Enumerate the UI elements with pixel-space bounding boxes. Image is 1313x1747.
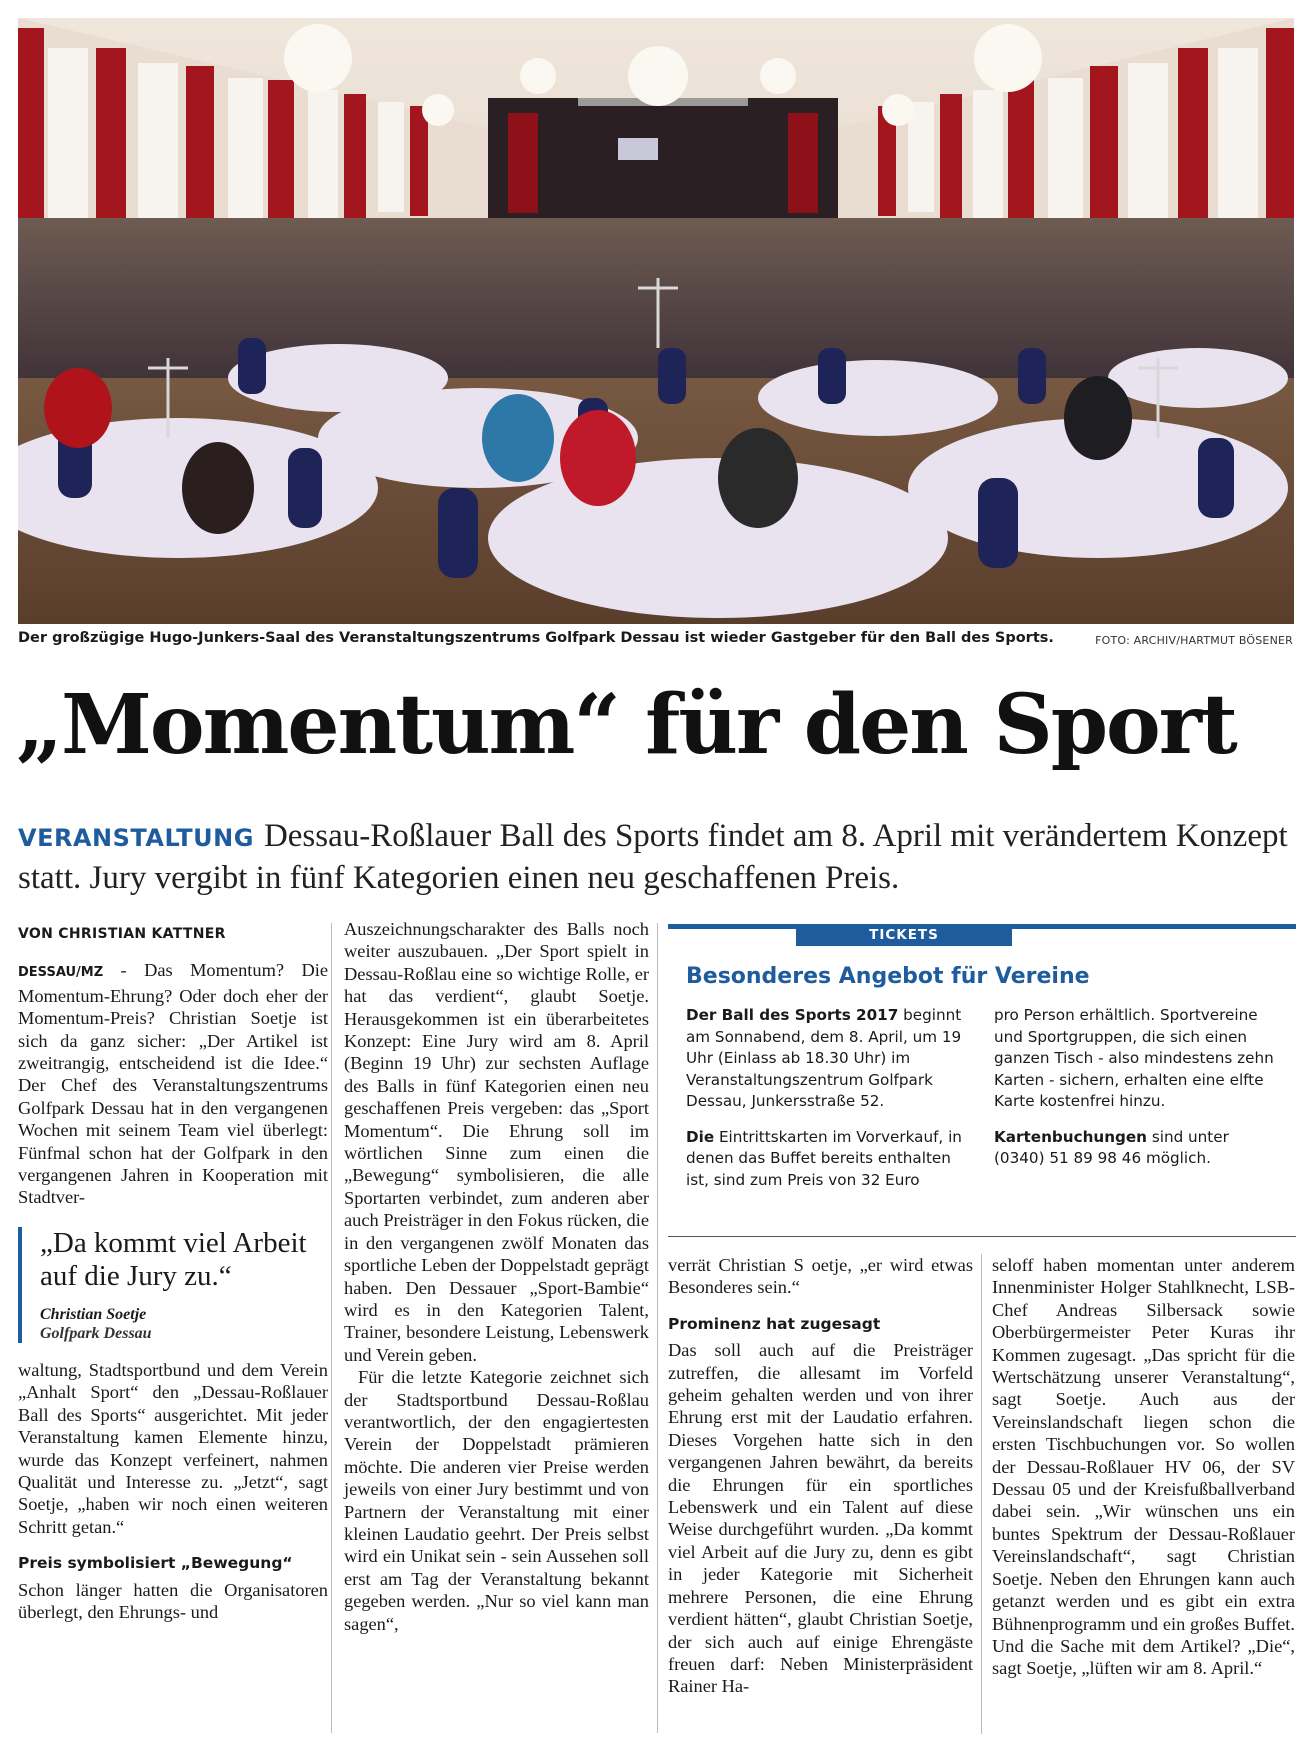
article-column-1	[18, 923, 328, 1623]
paragraph: Schon länger hatten die Organisatoren überlegt, den Ehrungs- und	[18, 1579, 328, 1622]
column-divider	[331, 923, 332, 1733]
paragraph: seloff haben momentan unter anderem Innenminister Holger Stahlknecht, LSB-Chef Andreas Silbersack sowie Oberbürgermeister Peter Kuras ihr Kommen zugesagt. „Das spricht für die Wertschätzung unserer Veranstaltung“, sagt Soetje. Auch aus der Vereinslandschaft liegen schon die ersten Tischbuchungen vor. So wollen der Dessau-Roßlauer HV 06, der SV Dessau 05 und der Kreisfußballverband dabei sein. „Wir wünschen uns ein buntes Spektrum der Dessau-Roßlauer Vereinslandschaft“, sagt Christian Soetje. Neben den Ehrungen kann auch getanzt werden und es gibt ein extra Bühnenprogramm und ein großes Buffet. Und die Sache mit dem Artikel? „Die“, sagt Soetje, „lüften wir am 8. April.“	[992, 1255, 1295, 1679]
pull-quote-author: Christian Soetje	[40, 1305, 147, 1323]
paragraph: Auszeichnungscharakter des Balls noch weiter auszubauen. „Der Sport spielt in Dessau-Roßlau eine so wichtige Rolle, er hat das verdient“, glaubt Soetje. Herausgekommen ist ein überarbeitetes Konzept: Eine Jury wird am 8. April (Beginn 19 Uhr) zur sechsten Auflage des Balls in fünf Kategorien einen neu geschaffenen Preis vergeben: das „Sport Momentum“. Die Ehrung soll im wörtlichen Sinne zum einen die „Bewegung“ symbolisieren, die alle Sportarten verbindet, zum anderen aber auch Preisträger in den Fokus rücken, die in den vergangenen zwölf Monaten das sportliche Leben der Doppelstadt geprägt haben. Den Dessauer „Sport-Bambie“ wird es in den Kategorien Talent, Trainer, besondere Leistung, Lebenswerk und Verein geben.	[344, 919, 649, 1365]
subheadline	[18, 816, 1298, 898]
banquet-hall-photo	[18, 18, 1294, 624]
column-divider	[981, 1254, 982, 1734]
pull-quote-text: „Da kommt viel Arbeit auf die Jury zu.“	[40, 1226, 307, 1292]
author-byline: VON CHRISTIAN KATTNER	[18, 926, 226, 942]
subheading: Prominenz hat zugesagt	[668, 1314, 881, 1333]
pull-quote	[18, 1227, 328, 1343]
photo-caption: Der großzügige Hugo-Junkers-Saal des Veranstaltungszentrums Golfpark Dessau ist wieder Gastgeber für den Ball des Sports.	[18, 630, 1054, 646]
pull-quote-role: Golfpark Dessau	[40, 1324, 152, 1342]
tickets-paragraph: Der Ball des Sports 2017 beginnt am Sonnabend, dem 8. April, um 19 Uhr (Einlass ab 18.30 Uhr) im Veranstaltungszentrum Golfpark Dessau, Junkersstraße 52.	[686, 1006, 962, 1110]
tickets-column-1	[686, 1005, 976, 1191]
paragraph: Das soll auch auf die Preisträger zutreffen, die allesamt im Vorfeld geheim gehalten werden und von ihrer Ehrung erst mit der Laudatio erfahren. Dieses Vorgehen hatte sich in den vergangenen Jahren bewährt, da bereits die Ehrungen für ein sportliches Lebenswerk und ein Talent auf diese Weise durchgeführt wurden. „Da kommt viel Arbeit auf die Jury zu, denn es gibt in jeder Kategorie mit Sicherheit mehrere Personen, die eine Ehrung verdient hätten“, glaubt Christian Soetje, der sich auch auf einige Ehrengäste freuen darf: Neben Ministerpräsident Rainer Ha-	[668, 1340, 973, 1697]
dateline: DESSAU/MZ	[18, 965, 104, 981]
article-column-3	[668, 1254, 973, 1698]
photo-credit: FOTO: ARCHIV/HARTMUT BÖSENER	[1095, 634, 1293, 647]
tickets-paragraph: Kartenbuchungen sind unter (0340) 51 89 98 46 möglich.	[994, 1127, 1229, 1167]
subheading: Preis symbolisiert „Bewegung“	[18, 1554, 293, 1573]
tickets-bottom-rule	[668, 1236, 1296, 1237]
tickets-column-2	[994, 1005, 1284, 1170]
article-column-4	[992, 1254, 1295, 1680]
tickets-paragraph: Die Eintrittskarten im Vorverkauf, in denen das Buffet bereits enthalten ist, sind zum Preis von 32 Euro	[686, 1127, 962, 1189]
paragraph: waltung, Stadtsportbund und dem Verein „Anhalt Sport“ den „Dessau-Roßlauer Ball des Sports“ ausgerichtet. Mit jeder Veranstaltung kamen Elemente hinzu, wurde das Konzept verfeinert, nahmen Qualität und Interesse zu. „Jetzt“, sagt Soetje, „haben wir noch einen weiteren Schritt getan.“	[18, 1359, 328, 1537]
headline: „Momentum“ für den Sport	[16, 677, 1236, 773]
paragraph: verrät Christian S oetje, „er wird etwas Besonderes sein.“	[668, 1255, 973, 1298]
kicker: VERANSTALTUNG	[18, 824, 254, 852]
column-divider	[657, 923, 658, 1733]
paragraph: Für die letzte Kategorie zeichnet sich der Stadtsportbund Dessau-Roßlau verantwortlich, der den engagiertesten Verein der Doppelstadt prämieren möchte. Die anderen vier Preise werden jeweils von einer Jury bestimmt und von Partnern der Veranstaltung mit einer kleinen Laudatio geehrt. Der Preis selbst wird ein Unikat sein - sein Aussehen soll erst am Tag der Veranstaltung bekannt gegeben werden. „Nur so viel kann man sagen“,	[344, 1367, 649, 1634]
article-column-2	[344, 918, 649, 1635]
tickets-tag: TICKETS	[796, 924, 1012, 946]
subhead-text: Dessau-Roßlauer Ball des Sports findet am 8. April mit verändertem Konzept statt. Jury vergibt in fünf Kategorien einen neu geschaffenen Preis.	[18, 818, 1288, 896]
banquet-hall-illustration	[18, 18, 1294, 624]
tickets-paragraph: pro Person erhältlich. Sportvereine und Sportgruppen, die sich einen ganzen Tisch - also mindestens zehn Karten - sichern, erhalten eine elfte Karte kostenfrei hinzu.	[994, 1006, 1274, 1110]
paragraph: DESSAU/MZ - Das Momentum? Die Momentum-Ehrung? Oder doch eher der Momentum-Preis? Christian Soetje ist sich da ganz sicher: „Der Artikel ist zweitrangig, entscheidend ist die Idee.“ Der Chef des Veranstaltungszentrums Golfpark Dessau hat in den vergangenen Wochen mit seinem Team viel überlegt: Fünfmal schon hat der Golfpark in den vergangenen Jahren in Kooperation mit Stadtver-	[18, 960, 328, 1208]
tickets-title: Besonderes Angebot für Vereine	[686, 964, 1090, 989]
